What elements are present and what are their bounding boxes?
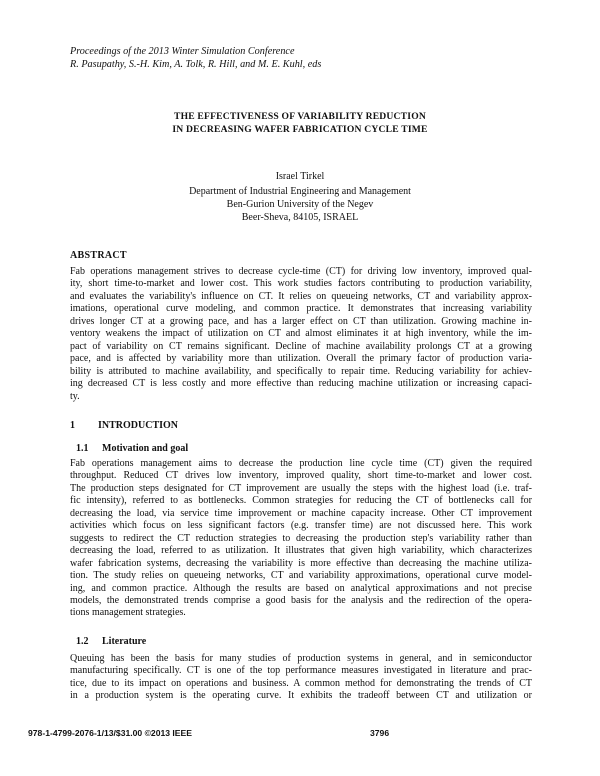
proceedings-header [70, 45, 540, 71]
text-line: tions management strategies. [70, 607, 186, 619]
text-line: ventory weakens the impact of utilization on CT and almost eliminates it at high inventory, while the im- [70, 328, 532, 340]
subsection-number: 1.2 [76, 636, 89, 647]
text-line: activities which focus on less significant factors (e.g. transfer time) are not discussed here. This work [70, 520, 532, 532]
author-affiliation [70, 185, 530, 224]
text-line: imations, operational curve modeling, and common practice. It demonstrates that increasing variability [70, 303, 532, 315]
text-line: bility is attributed to machine availability, and specifically to repair time. Reducing variability for achiev- [70, 365, 532, 377]
author-name: Israel Tirkel [275, 171, 325, 182]
subsection-heading-motivation [76, 443, 188, 454]
subsection-title: Motivation and goal [102, 443, 189, 454]
affiliation-department: Department of Industrial Engineering and Management [189, 186, 411, 197]
text-line: fic intensity), referred to as bottlenecks. Common strategies for reducing the CT of bottlenecks call for [70, 495, 532, 507]
text-line: decreasing the load, via service time improvement or machine capacity increase. Other CT improvement [70, 507, 532, 519]
section-number: 1 [70, 420, 75, 431]
affiliation-location: Beer-Sheva, 84105, ISRAEL [241, 212, 359, 223]
isbn-copyright: 978-1-4799-2076-1/13/$31.00 ©2013 IEEE [28, 728, 193, 738]
title-line: THE EFFECTIVENESS OF VARIABILITY REDUCTION [173, 111, 427, 122]
proceedings-line: Proceedings of the 2013 Winter Simulation Conference [70, 46, 295, 57]
title-line: IN DECREASING WAFER FABRICATION CYCLE TIME [172, 124, 428, 135]
page-number: 3796 [370, 728, 390, 738]
text-line: Fab operations management aims to decrease the production line cycle time (CT) given the required [70, 458, 532, 469]
subsection-title: Literature [102, 636, 147, 647]
text-line: ity, short time-to-market and lower cost. This work studies factors contributing to production variability, [70, 278, 532, 290]
text-line: Queuing has been the basis for many studies of production systems in general, and in semiconductor [70, 653, 532, 664]
paper-title [70, 110, 530, 136]
text-line: in a production system is the operating curve. It exhibits the tradeoff between CT and utilization or [70, 690, 532, 702]
section-heading-introduction [70, 420, 178, 431]
section-title: INTRODUCTION [98, 420, 179, 431]
text-line: pace, and is affected by variability more than utilization. Overall the primary factor of production varia- [70, 353, 532, 365]
text-line: tice, due to its impact on operations and business. A common method for demonstrating the trends of CT [70, 677, 532, 689]
text-line: manufacturing specifically. CT is one of the top performance measures investigated in literature and prac- [70, 665, 532, 677]
text-line: throughput. Reduced CT drives low inventory, improved quality, short time-to-market and lower cost. [70, 470, 532, 482]
motivation-paragraph [70, 458, 532, 620]
affiliation-university: Ben-Gurion University of the Negev [226, 199, 374, 210]
text-line: decreasing the load, referred to as utilization. It illustrates that given high variability, which characterizes [70, 545, 532, 557]
literature-paragraph [70, 653, 532, 703]
editors-line: R. Pasupathy, S.-H. Kim, A. Tolk, R. Hill, and M. E. Kuhl, eds [70, 59, 322, 70]
subsection-number: 1.1 [76, 443, 89, 454]
text-line: wafer fabrication systems, decreasing the variability is more effective than decreasing the machine utiliza- [70, 557, 532, 569]
text-line: tion. The study relies on queueing networks, CT and variability approximations, operational curve model- [70, 570, 532, 582]
text-line: models, the demonstrated trends comprise a good basis for the analysis and the redirection of the opera- [70, 594, 532, 606]
text-line: ty. [70, 390, 80, 402]
text-line: drives longer CT at a growing pace, and has a larger effect on CT than utilization. Growing machine in- [70, 315, 532, 327]
text-line: suggests to redirect the CT reduction strategies to decreasing the production step's variability rather than [70, 532, 532, 544]
text-line: The production steps designated for CT improvement are usually the steps with the highest load (i.e. traf- [70, 482, 532, 494]
text-line: ing decreased CT is less costly and more effective than reducing machine utilization or increasing capaci- [70, 378, 532, 390]
abstract-body [70, 266, 532, 403]
text-line: ing, and common practice. Although the results are based on analytical approximations and not precise [70, 582, 532, 594]
text-line: Fab operations management strives to decrease cycle-time (CT) for driving low inventory, improved qual- [70, 266, 532, 277]
text-line: and evaluates the variability's influence on CT. It relies on queueing networks, CT and variability approx- [70, 290, 532, 302]
abstract-heading: ABSTRACT [70, 250, 127, 261]
subsection-heading-literature [76, 636, 146, 647]
text-line: pact of variability on CT remains significant. Decline of machine availability prolongs CT at a growing [70, 340, 532, 352]
